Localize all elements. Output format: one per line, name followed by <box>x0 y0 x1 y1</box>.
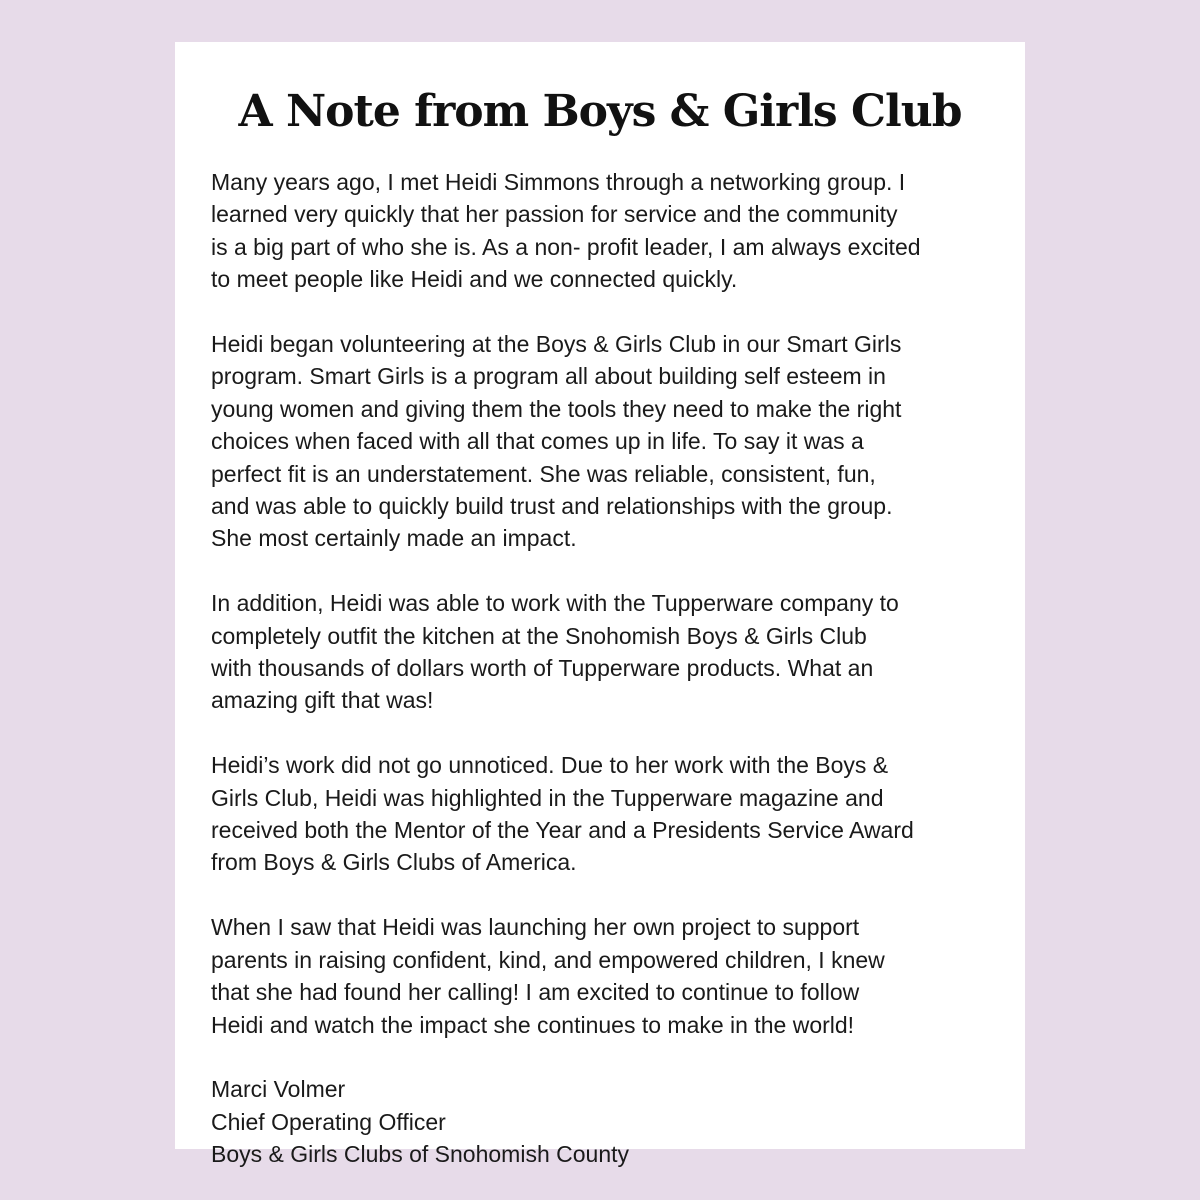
letter-title: A Note from Boys & Girls Club <box>238 86 962 137</box>
signature-name: Marci Volmer <box>211 1076 346 1103</box>
paragraph-4: Heidi’s work did not go unnoticed. Due to her work with the Boys & Girls Club, Heidi was highlighted in the Tupperware magazine and received both the Mentor of the Year and a Presidents Service Award from Boys & Girls Clubs of America. <box>211 752 914 876</box>
signature-organization: Boys & Girls Clubs of Snohomish County <box>211 1141 630 1168</box>
paragraph-1: Many years ago, I met Heidi Simmons through a networking group. I learned very quickly that her passion for service and the community is a big part of who she is. As a non- profit leader, I am always excited to meet people like Heidi and we connected quickly. <box>211 169 921 293</box>
signature-block <box>211 1073 1001 1170</box>
signature-position: Chief Operating Officer <box>211 1108 446 1135</box>
paragraph-2: Heidi began volunteering at the Boys & Girls Club in our Smart Girls program. Smart Girls is a program all about building self esteem in young women and giving them the tools they need to make the right choices when faced with all that comes up in life. To say it was a perfect fit is an understatement. She was reliable, consistent, fun, and was able to quickly build trust and relationships with the group. She most certainly made an impact. <box>211 331 902 552</box>
letter-body <box>211 166 1001 1171</box>
paragraph-5: When I saw that Heidi was launching her own project to support parents in raising confident, kind, and empowered children, I knew that she had found her calling! I am excited to continue to follow Heidi and watch the impact she continues to make in the world! <box>211 914 885 1038</box>
letter-card <box>175 42 1025 1168</box>
paragraph-3: In addition, Heidi was able to work with the Tupperware company to completely outfit the kitchen at the Snohomish Boys & Girls Club with thousands of dollars worth of Tupperware products. What an amazing gift that was! <box>211 590 899 714</box>
